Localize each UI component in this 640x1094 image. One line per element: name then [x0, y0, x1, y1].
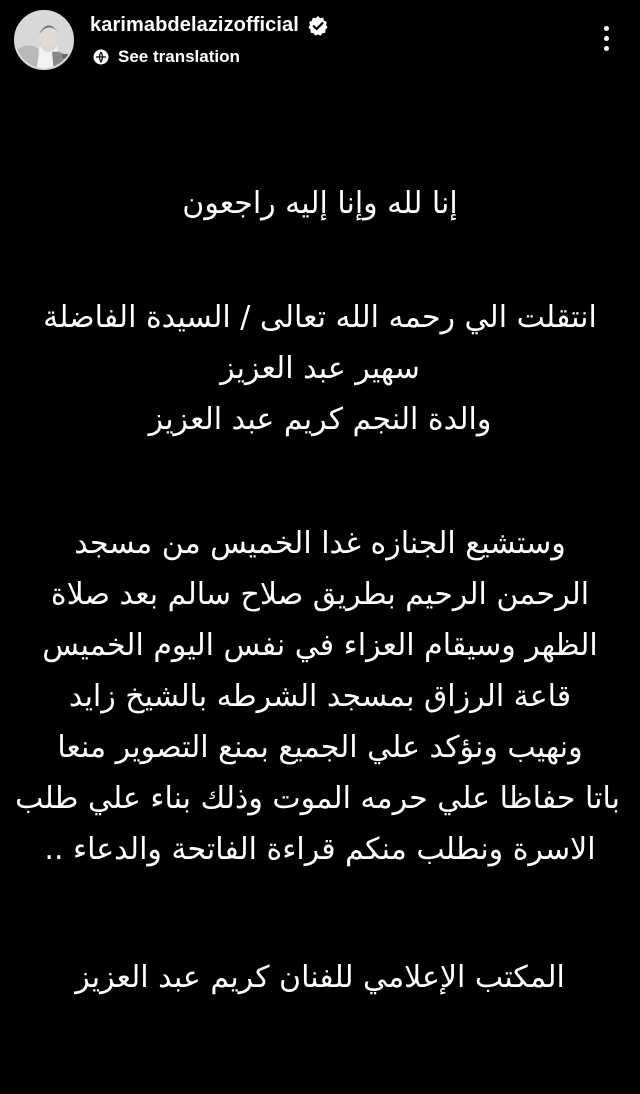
story-signature: المكتب الإعلامي للفنان كريم عبد العزيز [75, 960, 565, 995]
more-options-icon[interactable] [602, 26, 610, 54]
story-line: الاسرة ونطلب منكم قراءة الفاتحة والدعاء .. [44, 832, 596, 867]
account-username[interactable]: karimabdelazizofficial [90, 14, 299, 36]
story-line: والدة النجم كريم عبد العزيز [148, 402, 492, 437]
see-translation-button[interactable] [92, 47, 240, 67]
story-line: إنا لله وإنا إليه راجعون [182, 186, 458, 221]
story-line: باتا حفاظا علي حرمه الموت وذلك بناء علي طلب [15, 781, 620, 816]
see-translation-label: See translation [118, 47, 240, 66]
story-line: سهير عبد العزيز [220, 351, 420, 386]
story-line: الظهر وسيقام العزاء في نفس اليوم الخميس [42, 628, 598, 663]
username-row [90, 14, 329, 37]
verified-badge-icon [307, 15, 329, 37]
story-line: ونهيب ونؤكد علي الجميع بمنع التصوير منعا [57, 730, 583, 765]
profile-avatar[interactable] [14, 10, 74, 70]
story-line: وستشيع الجنازه غدا الخميس من مسجد [74, 526, 566, 561]
story-text [15, 178, 620, 1003]
translate-icon [92, 48, 110, 66]
story-line: انتقلت الي رحمه الله تعالى / السيدة الفاضلة [43, 300, 597, 335]
story-header [0, 0, 640, 80]
story-line: قاعة الرزاق بمسجد الشرطه بالشيخ زايد [68, 679, 572, 714]
avatar-image [16, 12, 74, 70]
story-line: الرحمن الرحيم بطريق صلاح سالم بعد صلاة [50, 577, 590, 612]
